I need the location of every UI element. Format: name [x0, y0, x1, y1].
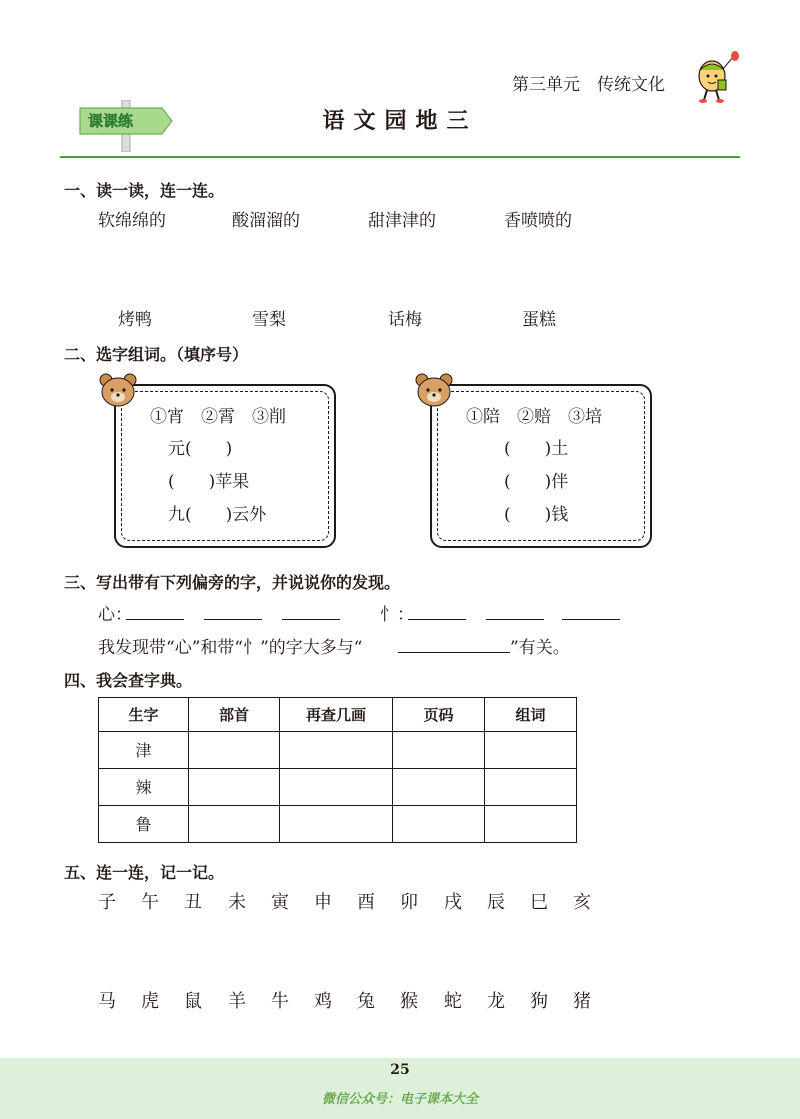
column-header: 部首 [189, 698, 280, 732]
animal-char: 鼠 [184, 991, 202, 1012]
unit-title: 第三单元 传统文化 [512, 75, 665, 95]
branch-char: 戌 [444, 892, 462, 913]
finding-answer-line[interactable] [398, 652, 510, 653]
blank-cell[interactable] [485, 805, 577, 842]
word-top-3: 甜津津的 [368, 211, 436, 231]
section-5-heading: 五、连一连，记一记。 [64, 863, 225, 882]
branch-char: 子 [98, 892, 116, 913]
branch-char: 巳 [530, 892, 548, 913]
section-2-heading: 二、选字组词。（填序号） [64, 345, 249, 364]
column-header: 生字 [99, 698, 189, 732]
box2-line-2: ( )伴 [504, 472, 569, 492]
branch-char: 酉 [357, 892, 375, 913]
blank-cell[interactable] [189, 768, 280, 805]
animal-char: 鸡 [314, 991, 332, 1012]
animal-char: 蛇 [444, 991, 462, 1012]
animal-char: 猪 [573, 991, 591, 1012]
answer-line[interactable] [282, 619, 340, 620]
page-number: 25 [390, 1062, 410, 1078]
word-bottom-4: 蛋糕 [522, 310, 556, 330]
box1-line-3: 九( )云外 [168, 505, 267, 525]
bear-icon [98, 372, 138, 408]
branch-char: 卯 [400, 892, 418, 913]
dictionary-table [98, 697, 577, 843]
word-bottom-2: 雪梨 [252, 310, 286, 330]
animal-char: 羊 [228, 991, 246, 1012]
box2-line-3: ( )钱 [504, 505, 569, 525]
blank-cell[interactable] [393, 805, 485, 842]
tag-label: 课课练 [88, 112, 134, 130]
box2-line-1: ( )土 [504, 439, 569, 459]
table-row [99, 768, 577, 805]
character-cell: 鲁 [99, 805, 189, 842]
table-row [99, 805, 577, 842]
column-header: 再查几画 [280, 698, 393, 732]
mascot-icon [692, 50, 742, 106]
column-header: 页码 [393, 698, 485, 732]
branch-char: 寅 [271, 892, 289, 913]
blank-cell[interactable] [485, 768, 577, 805]
box1-line-1: 元( ) [168, 439, 233, 459]
header-divider [60, 156, 740, 158]
answer-line[interactable] [486, 619, 544, 620]
word-bottom-1: 烤鸭 [118, 310, 152, 330]
branch-char: 申 [314, 892, 332, 913]
animal-char: 牛 [271, 991, 289, 1012]
section-4-heading: 四、我会查字典。 [64, 671, 193, 690]
blank-cell[interactable] [189, 731, 280, 768]
answer-line[interactable] [562, 619, 620, 620]
word-top-1: 软绵绵的 [98, 211, 166, 231]
box2-options: ①陪 ②赔 ③培 [466, 407, 602, 427]
animal-char: 龙 [487, 991, 505, 1012]
word-top-2: 酸溜溜的 [232, 211, 300, 231]
blank-cell[interactable] [485, 731, 577, 768]
blank-cell[interactable] [280, 805, 393, 842]
box1-options: ①宵 ②霄 ③削 [150, 407, 286, 427]
answer-line[interactable] [204, 619, 262, 620]
animal-char: 虎 [141, 991, 159, 1012]
signpost-icon [78, 106, 174, 136]
zodiac-animals-row [98, 987, 598, 1013]
animal-char: 狗 [530, 991, 548, 1012]
blank-cell[interactable] [393, 731, 485, 768]
branch-char: 丑 [184, 892, 202, 913]
answer-line[interactable] [408, 619, 466, 620]
blank-cell[interactable] [393, 768, 485, 805]
character-cell: 津 [99, 731, 189, 768]
character-cell: 辣 [99, 768, 189, 805]
blank-cell[interactable] [280, 768, 393, 805]
page-title: 语文园地三 [322, 108, 478, 134]
branch-char: 午 [141, 892, 159, 913]
radical-heart-side-label: 忄： [380, 605, 414, 625]
animal-char: 兔 [357, 991, 375, 1012]
branch-char: 亥 [573, 892, 591, 913]
finding-sentence-end: ”有关。 [510, 638, 570, 658]
blank-cell[interactable] [280, 731, 393, 768]
column-header: 组词 [485, 698, 577, 732]
table-header-row [99, 698, 577, 732]
word-bottom-3: 话梅 [388, 310, 422, 330]
table-row [99, 731, 577, 768]
finding-sentence-start: 我发现带“心”和带“忄”的字大多与“ [98, 638, 363, 658]
animal-char: 马 [98, 991, 116, 1012]
answer-line[interactable] [126, 619, 184, 620]
section-1-heading: 一、读一读，连一连。 [64, 181, 225, 200]
branch-char: 辰 [487, 892, 505, 913]
blank-cell[interactable] [189, 805, 280, 842]
branch-char: 未 [228, 892, 246, 913]
bear-icon [414, 372, 454, 408]
earthly-branches-row [98, 888, 598, 914]
box1-line-2: ( )苹果 [168, 472, 250, 492]
animal-char: 猴 [400, 991, 418, 1012]
section-3-heading: 三、写出带有下列偏旁的字，并说说你的发现。 [64, 573, 401, 592]
wechat-note: 微信公众号：电子课本大全 [321, 1092, 478, 1107]
word-top-4: 香喷喷的 [504, 211, 572, 231]
radical-heart-label: 心： [98, 605, 132, 625]
